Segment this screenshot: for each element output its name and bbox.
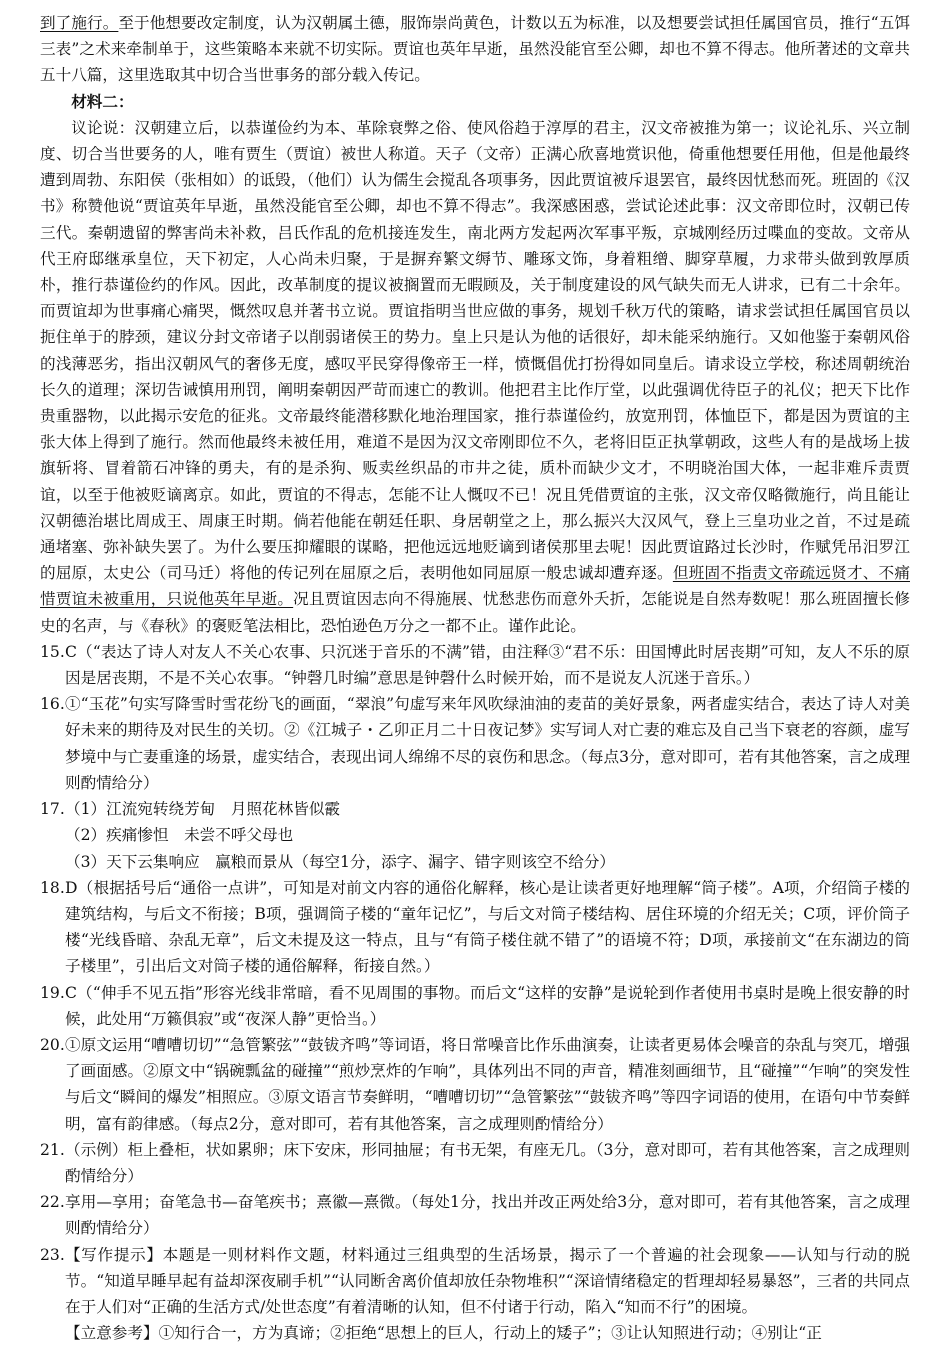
answer-16 (40, 691, 910, 796)
underlined-sentence: 但班固不指责文帝疏远贤才、不痛惜贾谊未被重用，只说他英年早逝。 (40, 564, 910, 609)
underlined-sentence: 到了施行。 (40, 14, 119, 32)
material-one-continuation (40, 10, 910, 89)
paragraph-text: 议论说：汉朝建立后，以恭谨俭约为本、革除衰弊之俗、使风俗趋于淳厚的君主，汉文帝被推为第一；议论礼乐、兴立制度、切合当世要务的人，唯有贾生（贾谊）被世人称道。天子（文帝）正满心欣喜地赏识他，倚重他想要任用他，但是他最终遭到周勃、东阳侯（张相如）的诋毁，（他们）认为儒生会搅乱各项事务，因此贾谊被斥退罢官，最终因忧愁而死。班固的《汉书》称赞他说“贾谊英年早逝，虽然没能官至公卿，却也不算不得志”。我深感困惑，尝试论述此事：汉文帝即位时，汉朝已传三代。秦朝遗留的弊害尚未补救，吕氏作乱的危机接连发生，南北两方发起两次军事平叛，京城刚经历过喋血的变故。文帝从代王府邸继承皇位，天下初定，人心尚未归聚，于是摒弃繁文缛节、雕琢文饰，身着粗缯、脚穿草履，力求带头做到敦厚质朴，推行恭谨俭约的作风。因此，改革制度的提议被搁置而无暇顾及，关于制度建设的风气缺失而无人讲求，已有二十余年。而贾谊却为世事痛心痛哭，慨然叹息并著书立说。贾谊指明当世应做的事务，规划千秋万代的策略，请求尝试担任属国官员以扼住单于的脖颈，建议分封文帝诸子以削弱诸侯王的势力。皇上只是认为他的话很好，却未能采纳施行。又如他鉴于秦朝风俗的浅薄恶劣，指出汉朝风气的奢侈无度，感叹平民穿得像帝王一样，愤慨倡优打扮得如同皇后。请求设立学校，称述周朝统治长久的道理；深切告诫慎用刑罚，阐明秦朝因严苛而速亡的教训。他把君主比作厅堂，以此强调优待臣子的礼仪；把天下比作贵重器物，以此揭示安危的征兆。文帝最终能潜移默化地治理国家，推行恭谨俭约，放宽刑罚，体恤臣下，都是因为贾谊的主张大体上得到了施行。然而他最终未被任用，难道不是因为汉文帝刚即位不久，老将旧臣正执掌朝政，这些人有的是战场上拔旗斩将、冒着箭石冲锋的勇夫，有的是杀狗、贩卖丝织品的市井之徒，质朴而缺少文才，不明晓治国大体，一起非难斥责贾谊，以至于他被贬谪离京。如此，贾谊的不得志，怎能不让人慨叹不已！况且凭借贾谊的主张，汉文帝仅略微施行，尚且能让汉朝德治堪比周成王、周康王时期。倘若他能在朝廷任职、身居朝堂之上，那么振兴大汉风气，登上三皇功业之首，不过是疏通堵塞、弥补缺失罢了。为什么要压抑耀眼的谋略，把他远远地贬谪到诸侯那里去呢！因此贾谊路过长沙时，作赋凭吊汨罗江的屈原，太史公（司马迁）将他的传记列在屈原之后，表明他如同屈原一般忠诚却遭弃逐。 (40, 118, 910, 583)
answer-line: （1）江流宛转绕芳甸 月照花林皆似霰 (65, 800, 341, 819)
idea-reference-label: 【立意参考】 (65, 1324, 159, 1343)
answer-17 (40, 796, 910, 875)
answer-text: C（“伸手不见五指”形容光线非常暗，看不见周围的事物。而后文“这样的安静”是说轮到作者使用书桌时是晚上很安静的时候，此处用“万籁俱寂”或“夜深人静”更恰当。） (65, 983, 910, 1028)
question-number: 17. (40, 800, 65, 819)
answer-text: （示例）柜上叠柜，状如累卵；床下安床，形同抽屉；有书无架，有座无几。（3分，意对即可，若有其他答案，言之成理则酌情给分） (65, 1140, 910, 1185)
paragraph-text-ending: 况且贾谊因志向不得施展、忧愁悲伤而意外夭折，怎能说是自然寿数呢！那么班固擅长修史的名声，与《春秋》的褒贬笔法相比，恐怕逊色万分之一都不止。谨作此论。 (40, 590, 910, 635)
answer-line: （3）天下云集响应 赢粮而景从（每空1分，添字、漏字、错字则该空不给分） (65, 852, 616, 871)
question-number: 23. (40, 1245, 65, 1264)
answer-text: 本题是一则材料作文题，材料通过三组典型的生活场景，揭示了一个普遍的社会现象——认知与行动的脱节。“知道早睡早起有益却深夜刷手机”“认同断舍离价值却放任杂物堆积”“深谙情绪稳定的哲理却轻易暴怒”，三者的共同点在于人们对“正确的生活方式/处世态度”有着清晰的认知，但不付诸于行动，陷入“知而不行”的困境。 (65, 1245, 910, 1316)
answer-text: ①原文运用“嘈嘈切切”“急管繁弦”“鼓钹齐鸣”等词语，将日常噪音比作乐曲演奏，让读者更易体会噪音的杂乱与突兀，增强了画面感。②原文中“锅碗瓢盆的碰撞”“煎炒烹炸的乍响”，具体列出不同的声音，精准刻画细节，且“碰撞”“乍响”的突发性与后文“瞬间的爆发”相照应。③原文语言节奏鲜明，“嘈嘈切切”“急管繁弦”“鼓钹齐鸣”等四字词语的使用，在语句中节奏鲜明，富有韵律感。（每点2分，意对即可，若有其他答案，言之成理则酌情给分） (65, 1035, 910, 1133)
answer-20 (40, 1032, 910, 1137)
answer-line: （2）疾痛惨怛 未尝不呼父母也 (65, 826, 294, 845)
answer-22 (40, 1189, 910, 1241)
answer-21 (40, 1137, 910, 1189)
answer-text: ①“玉花”句实写降雪时雪花纷飞的画面，“翠浪”句虚写来年风吹绿油油的麦苗的美好景象，两者虚实结合，表达了诗人对美好未来的期待及对民生的关切。②《江城子・乙卯正月二十日夜记梦》实写词人对亡妻的难忘及自己当下衰老的容颜，虚写梦境中与亡妻重逢的场景，虚实结合，表现出词人绵绵不尽的哀伤和思念。（每点3分，意对即可，若有其他答案，言之成理则酌情给分） (65, 695, 910, 792)
answer-text: 享用—享用；奋笔急书—奋笔疾书；熹徽—熹微。（每处1分，找出并改正两处给3分，意对即可，若有其他答案，言之成理则酌情给分） (65, 1193, 910, 1238)
question-number: 20. (40, 1035, 65, 1054)
paragraph-text: 至于他想要改定制度，认为汉朝属土德，服饰崇尚黄色，计数以五为标准，以及想要尝试担任属国官员，推行“五饵三表”之术来牵制单于，这些策略本来就不切实际。贾谊也英年早逝，虽然没能官至公卿，却也不算不得志。他所著述的文章共五十八篇，这里选取其中切合当世事务的部分载入传记。 (40, 14, 910, 85)
material-two-heading: 材料二： (71, 91, 134, 111)
idea-reference-text: ①知行合一，方为真谛；②拒绝“思想上的巨人，行动上的矮子”；③让认知照进行动；④别让“正 (158, 1324, 822, 1343)
answer-19 (40, 980, 910, 1032)
question-number: 21. (40, 1140, 65, 1159)
question-number: 15. (40, 642, 65, 661)
answer-23 (40, 1242, 910, 1347)
answer-15 (40, 639, 910, 691)
question-number: 18. (40, 878, 65, 897)
material-two-paragraph (40, 115, 910, 639)
writing-tip-label: 【写作提示】 (65, 1245, 163, 1264)
question-number: 19. (40, 983, 65, 1002)
answer-text: C（“表达了诗人对友人不关心农事、只沉迷于音乐的不满”错，由注释③“君不乐：田国博此时居丧期”可知，友人不乐的原因是居丧期，不是不关心农事。“钟磬几时编”意思是钟磬什么时候开始，而不是说友人沉迷于音乐。） (65, 642, 910, 688)
answer-text: D（根据括号后“通俗一点讲”，可知是对前文内容的通俗化解释，核心是让读者更好地理解“筒子楼”。A项，介绍筒子楼的建筑结构，与后文不衔接；B项，强调筒子楼的“童年记忆”，与后文对筒子楼结构、居住环境的介绍无关；C项，评价筒子楼“光线昏暗、杂乱无章”，后文未提及这一特点，且与“有筒子楼住就不错了”的语境不符；D项，承接前文“在东湖边的筒子楼里”，引出后文对筒子楼的通俗解释，衔接自然。） (65, 878, 910, 976)
question-number: 16. (40, 695, 65, 714)
idea-reference (65, 1320, 910, 1346)
question-number: 22. (40, 1193, 65, 1212)
answer-18 (40, 875, 910, 980)
